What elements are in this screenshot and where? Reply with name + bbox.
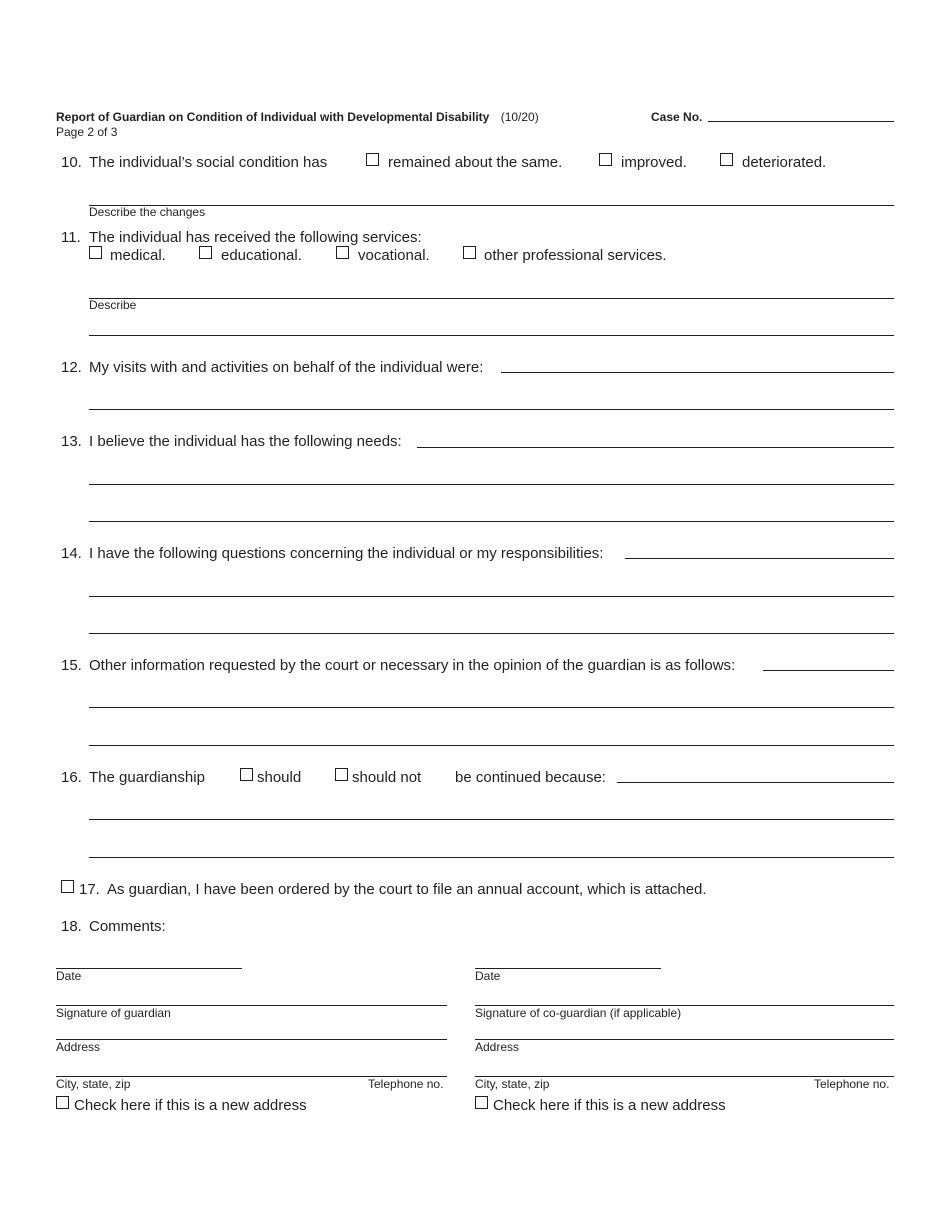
- q10-improved-label: improved.: [621, 154, 687, 171]
- form-title: [56, 110, 539, 124]
- q16-text-2: be continued because:: [455, 769, 606, 786]
- q14-number: 14.: [61, 545, 82, 562]
- case-no-field[interactable]: [708, 121, 894, 122]
- q11-number: 11.: [61, 229, 81, 246]
- right-new-address-label: Check here if this is a new address: [493, 1097, 726, 1114]
- q14-answer-line-2[interactable]: [89, 596, 894, 597]
- q10-number: 10.: [61, 154, 82, 171]
- right-address-line[interactable]: [475, 1039, 894, 1040]
- q11-other-label: other professional services.: [484, 247, 667, 264]
- q15-answer-line-3[interactable]: [89, 745, 894, 746]
- q17-number: 17.: [79, 881, 100, 898]
- left-new-address-checkbox[interactable]: [56, 1096, 69, 1109]
- page-number: Page 2 of 3: [56, 125, 118, 139]
- q16-should-label: should: [257, 769, 302, 786]
- right-address-caption: Address: [475, 1040, 520, 1054]
- q10-deteriorated-label: deteriorated.: [742, 154, 827, 171]
- q11-vocational-checkbox[interactable]: [336, 246, 349, 259]
- left-new-address-label: Check here if this is a new address: [74, 1097, 307, 1114]
- left-date-caption: Date: [56, 969, 82, 983]
- q11-medical-label: medical.: [110, 247, 166, 264]
- q14-answer-line-1[interactable]: [625, 558, 894, 559]
- left-telephone-caption: Telephone no.: [368, 1077, 444, 1091]
- left-city-caption: City, state, zip: [56, 1077, 131, 1091]
- q14-answer-line-3[interactable]: [89, 633, 894, 634]
- q10-remained-label: remained about the same.: [388, 154, 563, 171]
- q11-describe-line-2[interactable]: [89, 335, 894, 336]
- left-address-line[interactable]: [56, 1039, 447, 1040]
- q10-describe-line[interactable]: [89, 205, 894, 206]
- left-signature-caption: Signature of guardian: [56, 1006, 171, 1020]
- q15-text: Other information requested by the court or necessary in the opinion of the guardian is as follows:: [89, 657, 736, 674]
- q17-checkbox[interactable]: [61, 880, 74, 893]
- q16-should-not-label: should not: [352, 769, 422, 786]
- right-date-caption: Date: [475, 969, 501, 983]
- q17-text: As guardian, I have been ordered by the court to file an annual account, which is attached.: [107, 881, 707, 898]
- form-revision: (10/20): [500, 110, 539, 124]
- q11-text: The individual has received the following services:: [89, 229, 422, 246]
- q13-number: 13.: [61, 433, 82, 450]
- q13-answer-line-2[interactable]: [89, 484, 894, 485]
- q16-should-not-checkbox[interactable]: [335, 768, 348, 781]
- q12-number: 12.: [61, 359, 82, 376]
- q12-text: My visits with and activities on behalf of the individual were:: [89, 359, 484, 376]
- q18-number: 18.: [61, 918, 82, 935]
- q16-answer-line-1[interactable]: [617, 782, 894, 783]
- q13-answer-line-1[interactable]: [417, 447, 894, 448]
- q11-medical-checkbox[interactable]: [89, 246, 102, 259]
- q16-answer-line-2[interactable]: [89, 819, 894, 820]
- q10-remained-checkbox[interactable]: [366, 153, 379, 166]
- q16-text: The guardianship: [89, 769, 205, 786]
- q12-answer-line-1[interactable]: [501, 372, 894, 373]
- right-new-address-checkbox[interactable]: [475, 1096, 488, 1109]
- q16-should-checkbox[interactable]: [240, 768, 253, 781]
- left-date-line[interactable]: [56, 968, 242, 969]
- q18-text: Comments:: [89, 918, 166, 935]
- q14-text: I have the following questions concerning the individual or my responsibilities:: [89, 545, 604, 562]
- q16-number: 16.: [61, 769, 82, 786]
- q15-answer-line-1[interactable]: [763, 670, 894, 671]
- q13-answer-line-3[interactable]: [89, 521, 894, 522]
- q10-deteriorated-checkbox[interactable]: [720, 153, 733, 166]
- q11-other-checkbox[interactable]: [463, 246, 476, 259]
- q11-describe-caption: Describe: [89, 298, 137, 312]
- q11-describe-line[interactable]: [89, 298, 894, 299]
- q10-improved-checkbox[interactable]: [599, 153, 612, 166]
- case-no-label: Case No.: [651, 110, 703, 124]
- form-title-text: Report of Guardian on Condition of Individual with Developmental Disability: [56, 110, 490, 124]
- q11-vocational-label: vocational.: [358, 247, 430, 264]
- left-address-caption: Address: [56, 1040, 101, 1054]
- right-signature-caption: Signature of co-guardian (if applicable): [475, 1006, 682, 1020]
- q15-number: 15.: [61, 657, 82, 674]
- q11-educational-label: educational.: [221, 247, 302, 264]
- q15-answer-line-2[interactable]: [89, 707, 894, 708]
- q11-educational-checkbox[interactable]: [199, 246, 212, 259]
- q13-text: I believe the individual has the following needs:: [89, 433, 402, 450]
- right-date-line[interactable]: [475, 968, 661, 969]
- q12-answer-line-2[interactable]: [89, 409, 894, 410]
- right-city-caption: City, state, zip: [475, 1077, 550, 1091]
- q10-text: The individual’s social condition has: [89, 154, 328, 171]
- q16-answer-line-3[interactable]: [89, 857, 894, 858]
- right-telephone-caption: Telephone no.: [814, 1077, 890, 1091]
- q10-describe-caption: Describe the changes: [89, 205, 206, 219]
